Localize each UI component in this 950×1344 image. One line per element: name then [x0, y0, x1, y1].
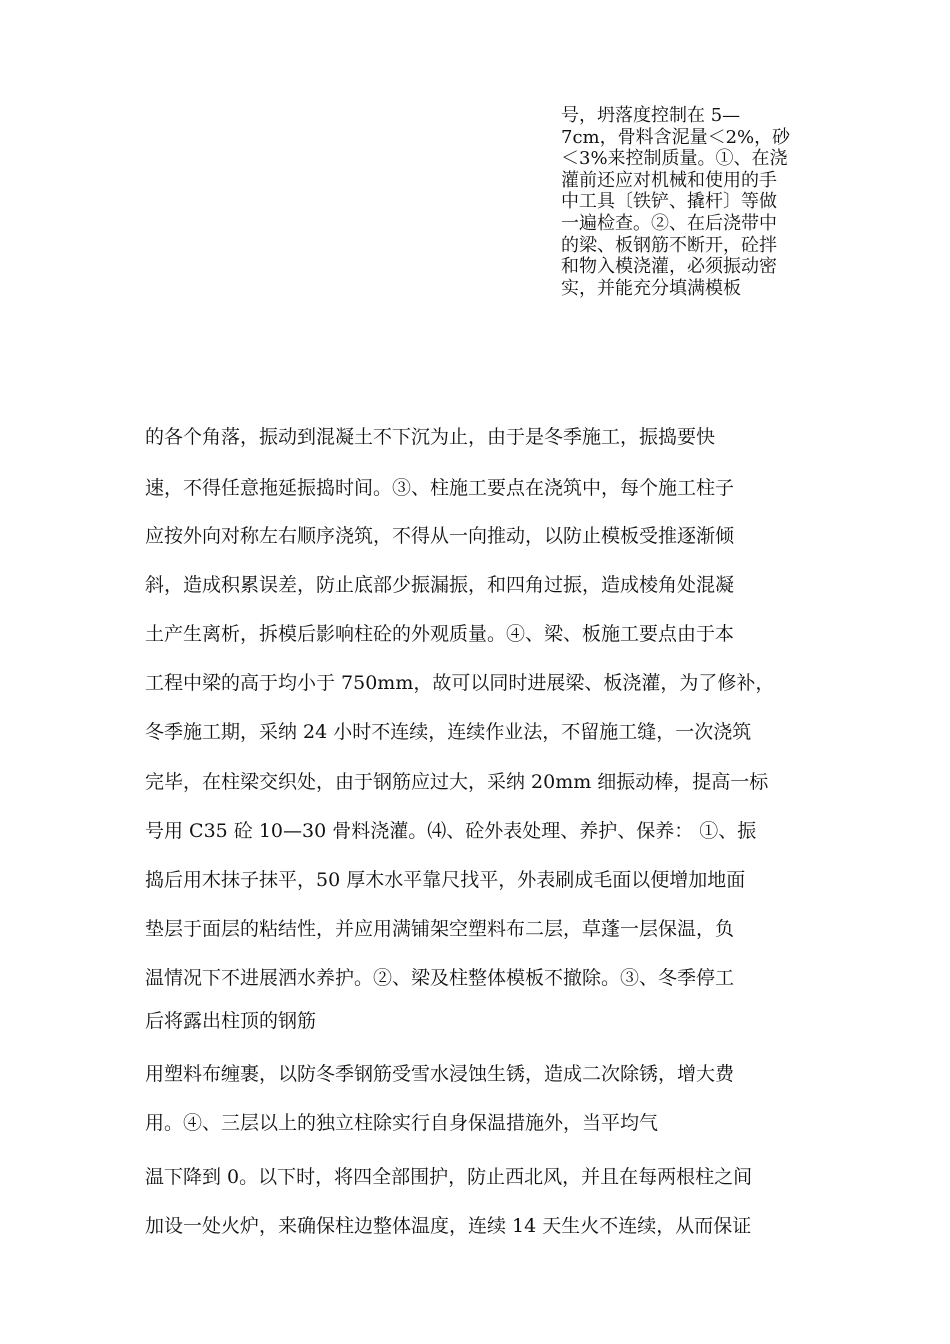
body-line: 速，不得任意拖延振捣时间。③、柱施工要点在浇筑中，每个施工柱子: [145, 477, 735, 499]
column-line: 中工具〔铁铲、撬杆〕等做: [561, 191, 777, 213]
column-excerpt: [561, 105, 801, 299]
column-line: 灌前还应对机械和使用的手: [561, 169, 777, 191]
column-line: 号，坍落度控制在 5—: [561, 105, 741, 126]
body-line: 冬季施工期，采纳 24 小时不连续，连续作业法，不留施工缝，一次浇筑: [145, 721, 752, 743]
body-line: 完毕，在柱梁交织处，由于钢筋应过大，采纳 20mm 细振动棒，提高一标: [145, 771, 769, 793]
body-line: 温下降到 0。以下时，将四全部围护，防止西北风，并且在每两根柱之间: [145, 1166, 753, 1188]
body-line: 斜，造成积累误差，防止底部少振漏振，和四角过振，造成棱角处混凝: [145, 574, 735, 596]
body-line: 温情况下不进展洒水养护。②、梁及柱整体模板不撤除。③、冬季停工: [145, 967, 735, 989]
column-line: 和物入模浇灌，必须振动密: [561, 256, 777, 278]
body-line: 加设一处火炉，来确保柱边整体温度，连续 14 天生火不连续，从而保证: [145, 1215, 752, 1237]
body-line: 应按外向对称左右顺序浇筑，不得从一向推动，以防止模板受推逐渐倾: [145, 525, 735, 547]
column-line: 实，并能充分填满模板: [561, 277, 741, 299]
body-line: 用。④、三层以上的独立柱除实行自身保温措施外，当平均气: [145, 1112, 659, 1134]
column-line: 的梁、板钢筋不断开，砼拌: [561, 234, 777, 256]
body-line: 后将露出柱顶的钢筋: [145, 1010, 317, 1032]
body-line: 土产生离析，拆模后影响柱砼的外观质量。④、梁、板施工要点由于本: [145, 623, 735, 645]
column-line: 一遍检查。②、在后浇带中: [561, 212, 777, 234]
body-line: 号用 C35 砼 10—30 骨料浇灌。⑷、砼外表处理、养护、保养： ①、振: [145, 820, 757, 842]
body-line: 的各个角落，振动到混凝土不下沉为止，由于是冬季施工，振捣要快: [145, 426, 716, 448]
body-line: 工程中梁的高于均小于 750mm，故可以同时进展梁、板浇灌，为了修补，: [145, 672, 775, 694]
column-line: 7cm，骨料含泥量＜2%，砂: [561, 126, 791, 148]
body-line: 垫层于面层的粘结性，并应用满铺架空塑料布二层，草蓬一层保温，负: [145, 918, 735, 940]
column-line: ＜3%来控制质量。①、在浇: [561, 148, 788, 170]
body-line: 用塑料布缠裹，以防冬季钢筋受雪水浸蚀生锈，造成二次除锈，增大费: [145, 1063, 735, 1085]
body-line: 捣后用木抹子抹平，50 厚木水平靠尺找平，外表刷成毛面以便增加地面: [145, 869, 746, 891]
